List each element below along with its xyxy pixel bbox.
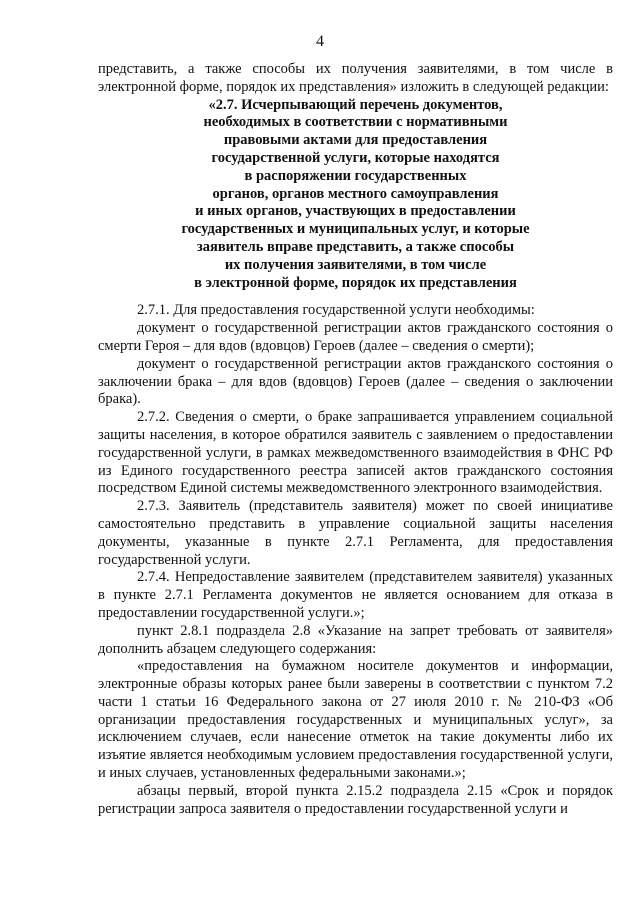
- paragraph-marriage-record: документ о государственной регистрации актов гражданского состояния о заключении брака – для вдов (вдовцов) Героев (далее – сведения о заключении брака).: [98, 355, 613, 408]
- paragraph-2-7-2: 2.7.2. Сведения о смерти, о браке запрашивается управлением социальной защиты населения, в которое обратился заявитель с заявлением о предоставлении государственной услуги, в рамках межведомственного взаимодействия в ФНС РФ из Единого государственного реестра записей актов гражданского состояния посредством Единой системы межведомственного электронного взаимодействия.: [98, 409, 613, 497]
- heading-line: в распоряжении государственных: [244, 167, 467, 184]
- heading-line: заявитель вправе представить, а также способы: [196, 238, 515, 255]
- heading-line: «2.7. Исчерпывающий перечень документов,: [208, 96, 503, 113]
- paragraph-2-7-1: 2.7.1. Для предоставления государственной услуги необходимы:: [137, 302, 535, 319]
- heading-line: необходимых в соответствии с нормативными: [203, 114, 508, 131]
- paragraph-2-15-2: абзацы первый, второй пункта 2.15.2 подраздела 2.15 «Срок и порядок регистрации запроса заявителя о предоставлении государственной услуги и: [98, 782, 613, 817]
- paragraph-2-8-1: пункт 2.8.1 подраздела 2.8 «Указание на запрет требовать от заявителя» дополнить абзацем следующего содержания:: [98, 622, 613, 657]
- paragraph-2-7-3: 2.7.3. Заявитель (представитель заявителя) может по своей инициативе самостоятельно представить в управление социальной защиты населения документы, указанные в пункте 2.7.1 Регламента, для предоставления государственной услуги.: [98, 498, 613, 568]
- heading-line: в электронной форме, порядок их представления: [194, 274, 517, 291]
- heading-line: и иных органов, участвующих в предоставлении: [195, 203, 516, 220]
- paragraph-death-record: документ о государственной регистрации актов гражданского состояния о смерти Героя – для вдов (вдовцов) Героев (далее – сведения о смерти);: [98, 320, 613, 354]
- document-body: [98, 61, 613, 818]
- heading-line: государственных и муниципальных услуг, и которые: [181, 221, 530, 238]
- paragraph-intro: представить, а также способы их получения заявителями, в том числе в электронной форме, порядок их представления» изложить в следующей редакции:: [98, 61, 613, 95]
- heading-line: правовыми актами для предоставления: [223, 132, 488, 149]
- paragraph-quoted-addition: «предоставления на бумажном носителе документов и информации, электронные образы которых ранее были заверены в соответствии с пунктом 7.2 части 1 статьи 16 Федерального закона от 27 июля 2010 г. № 210-ФЗ «Об организации предоставления государственных и муниципальных услуг», за исключением случаев, если нанесение отметок на такие документы либо их изъятие является необходимым условием предоставления государственной услуги, и иных случаев, установленных федеральными законами.»;: [98, 658, 613, 782]
- heading-line: органов, органов местного самоуправления: [212, 185, 499, 202]
- heading-line: государственной услуги, которые находятся: [211, 149, 500, 166]
- section-heading: [98, 97, 613, 293]
- paragraph-2-7-4: 2.7.4. Непредоставление заявителем (представителем заявителя) указанных в пункте 2.7.1 Регламента документов не является основанием для отказа в предоставлении государственной услуги.»;: [98, 569, 613, 621]
- page-number: 4: [316, 33, 324, 50]
- heading-line: их получения заявителями, в том числе: [224, 256, 487, 273]
